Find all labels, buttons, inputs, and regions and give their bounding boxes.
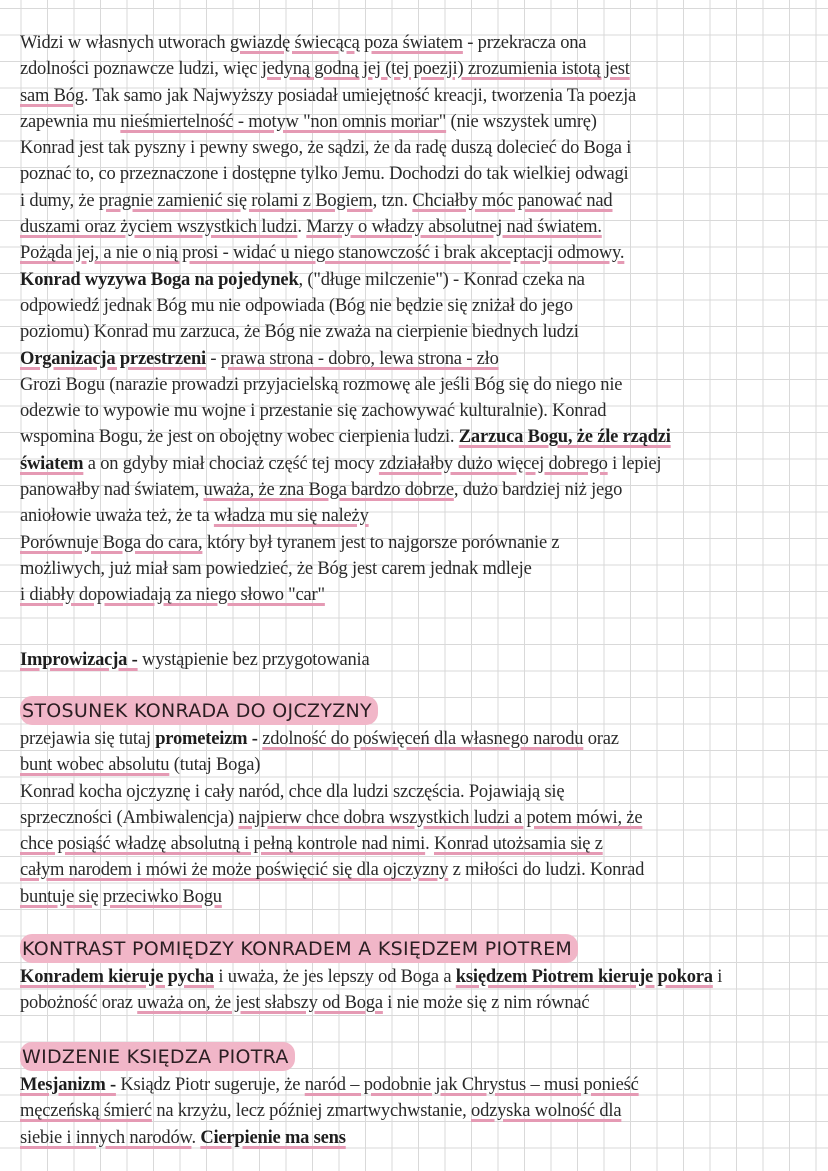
- text-line: [20, 647, 818, 673]
- highlighted-text: Chciałby móc panować nad: [412, 190, 613, 211]
- text-line: [20, 752, 818, 778]
- text-line: [20, 214, 818, 240]
- highlighted-text: i diabły dopowiadają za niego słowo "car": [20, 585, 325, 606]
- bold-term: światem: [20, 453, 84, 474]
- text-segment: (tutaj Boga): [169, 755, 261, 776]
- text-segment: Widzi w własnych utworach: [20, 33, 230, 53]
- section-heading: STOSUNEK KONRADA DO OJCZYZNY: [20, 696, 378, 725]
- text-segment: wspomina Bogu, że jest on obojętny wobec cierpienia ludzi.: [20, 427, 459, 448]
- text-segment: poziomu) Konrad mu zarzuca, że Bóg nie zważa na cierpienie biednych ludzi: [20, 322, 579, 343]
- text-line: [20, 831, 818, 857]
- text-line: [20, 1072, 818, 1098]
- text-line: [20, 398, 818, 424]
- text-segment: pobożność oraz: [20, 993, 138, 1014]
- text-line: [20, 451, 818, 477]
- bold-term: Mesjanizm -: [20, 1075, 116, 1095]
- text-line: [20, 30, 818, 56]
- text-segment: Ksiądz Piotr sugeruje, że: [115, 1075, 305, 1095]
- bold-term: Organizacja przestrzeni: [20, 348, 206, 369]
- text-line: [20, 240, 818, 266]
- text-segment: .: [191, 1127, 201, 1148]
- highlighted-text: chce posiąść władzę absolutną i pełną kontrole nad nimi: [20, 834, 426, 855]
- text-segment: odezwie to wypowie mu wojne i przestanie się zachowywać kulturalnie). Konrad: [20, 401, 607, 422]
- highlighted-text: najpierw chce dobra wszystkich ludzi a potem mówi, że: [238, 807, 643, 828]
- section-heading-row: [20, 1042, 818, 1072]
- highlighted-text: pragnie zamienić się rolami z Bogiem: [98, 190, 373, 211]
- bold-term: księdzem Piotrem kieruje pokora: [455, 967, 713, 987]
- highlighted-text: władza mu się należy: [213, 506, 369, 527]
- text-line: [20, 293, 818, 319]
- text-line: [20, 1098, 818, 1124]
- text-segment: na krzyżu, lecz później zmartwychwstanie,: [151, 1101, 472, 1122]
- text-line: [20, 805, 818, 831]
- highlighted-text: całym narodem i mówi że może poświęcić się dla ojczyzny: [20, 860, 449, 881]
- bold-term: Cierpienie ma sens: [200, 1127, 346, 1148]
- highlighted-text: sam Bóg: [20, 85, 84, 106]
- text-line: [20, 267, 818, 293]
- text-line: [20, 188, 818, 214]
- text-line: [20, 135, 818, 161]
- text-line: [20, 503, 818, 529]
- section-intro: [20, 30, 818, 609]
- highlighted-text: uważa on, że jest słabszy od Boga: [137, 993, 383, 1014]
- text-line: [20, 990, 818, 1016]
- text-line: [20, 1125, 818, 1151]
- text-segment: i: [712, 967, 723, 987]
- text-line: [20, 161, 818, 187]
- highlighted-text: prawa strona - dobro, lewa strona - zło: [220, 348, 499, 369]
- text-segment: , ("długe milczenie") - Konrad czeka na: [298, 269, 585, 290]
- text-segment: -: [205, 348, 221, 369]
- text-segment: który był tyranem jest to najgorsze porównanie z: [202, 532, 560, 553]
- text-segment: i uważa, że jes lepszy od Boga a: [213, 967, 456, 987]
- highlighted-text: naród – podobnie jak Chrystus – musi ponieść: [304, 1075, 639, 1095]
- highlighted-text: bunt wobec absolutu: [20, 755, 170, 776]
- text-line: [20, 319, 818, 345]
- section-heading: KONTRAST POMIĘDZY KONRADEM A KSIĘDZEM PIOTREM: [20, 934, 578, 963]
- text-segment: . Tak samo jak Najwyższy posiadał umiejętność kreacji, tworzenia Ta poezja: [83, 85, 637, 106]
- highlighted-text: odzyska wolność dla: [471, 1101, 622, 1122]
- text-line: [20, 424, 818, 450]
- text-segment: oraz: [583, 729, 619, 749]
- text-segment: , tzn.: [372, 190, 413, 211]
- bold-term: Improwizacja -: [20, 650, 138, 670]
- text-line: [20, 56, 818, 82]
- text-segment: , dużo bardziej niż jego: [453, 480, 623, 501]
- highlighted-text: siebie i innych narodów: [20, 1127, 192, 1148]
- text-segment: poznać to, co przeznaczone i dostępne tylko Jemu. Dochodzi do tak wielkiej odwagi: [20, 164, 629, 185]
- section-widzenie: [20, 1042, 818, 1151]
- text-segment: zapewnia mu: [20, 111, 121, 132]
- text-line: [20, 857, 818, 883]
- text-segment: .: [297, 217, 307, 238]
- text-line: [20, 582, 818, 608]
- highlighted-text: Porównuje Boga do cara,: [20, 532, 203, 553]
- highlighted-text: nieśmiertelność - motyw "non omnis moriar": [120, 111, 447, 132]
- section-kontrast: [20, 934, 818, 1017]
- text-line: [20, 530, 818, 556]
- text-segment: (nie wszystek umrę): [446, 111, 597, 132]
- text-line: [20, 346, 818, 372]
- text-segment: i lepiej: [607, 453, 662, 474]
- text-segment: i dumy, że: [20, 190, 99, 211]
- text-line: [20, 964, 818, 990]
- text-line: [20, 109, 818, 135]
- text-line: [20, 477, 818, 503]
- text-segment: .: [425, 834, 434, 855]
- text-segment: sprzeczności (Ambiwalencja): [20, 807, 239, 828]
- text-segment: a on gdyby miał chociaż część tej mocy: [83, 453, 379, 474]
- bold-term: Konradem kieruje pycha: [20, 967, 214, 987]
- text-segment: i nie może się z nim równać: [382, 993, 590, 1014]
- text-segment: - przekracza ona: [462, 33, 587, 53]
- text-line: [20, 556, 818, 582]
- text-line: [20, 884, 818, 910]
- highlighted-text: Marzy o władzy absolutnej nad światem.: [306, 217, 602, 238]
- section-improwizacja: [20, 647, 818, 673]
- highlighted-text: męczeńską śmierć: [20, 1101, 152, 1122]
- text-line: [20, 83, 818, 109]
- section-heading-row: [20, 934, 818, 964]
- bold-term: Zarzuca Bogu, że źle rządzi: [458, 427, 671, 448]
- text-segment: aniołowie uważa też, że ta: [20, 506, 214, 527]
- text-segment: wystąpienie bez przygotowania: [137, 650, 370, 670]
- text-segment: przejawia się tutaj: [20, 729, 156, 749]
- text-segment: panowałby nad światem,: [20, 480, 204, 501]
- highlighted-text: zdolność do poświęceń dla własnego narodu: [262, 729, 584, 749]
- text-segment: Grozi Bogu (narazie prowadzi przyjacielską rozmowę ale jeśli Bóg się do niego nie: [20, 374, 623, 395]
- highlighted-text: Pożąda jej, a nie o nią prosi - widać u niego stanowczość i brak akceptacji odmowy.: [20, 243, 625, 264]
- highlighted-text: buntuje się przeciwko Bogu: [20, 886, 222, 907]
- text-segment: możliwych, już miał sam powiedzieć, że Bóg jest carem jednak mdleje: [20, 558, 532, 579]
- highlighted-text: jedyną godną jej (tej poezji) zrozumienia istotą jest: [261, 59, 630, 80]
- highlighted-text: gwiazdę świecącą poza światem: [229, 33, 463, 53]
- section-heading: WIDZENIE KSIĘDZA PIOTRA: [20, 1042, 295, 1071]
- highlighted-text: duszami oraz życiem wszystkich ludzi: [20, 217, 298, 238]
- text-line: [20, 779, 818, 805]
- text-line: [20, 726, 818, 752]
- bold-term: prometeizm -: [155, 729, 258, 749]
- highlighted-text: uważa, że zna Boga bardzo dobrze: [203, 480, 454, 501]
- text-segment: z miłości do ludzi. Konrad: [448, 860, 645, 881]
- text-segment: zdolności poznawcze ludzi, więc: [20, 59, 262, 80]
- text-segment: Konrad jest tak pyszny i pewny swego, że sądzi, że da radę duszą dolecieć do Boga i: [20, 138, 632, 159]
- section-heading-row: [20, 696, 818, 726]
- text-segment: odpowiedź jednak Bóg mu nie odpowiada (Bóg nie będzie się zniżał do jego: [20, 295, 573, 316]
- text-segment: Konrad kocha ojczyznę i cały naród, chce dla ludzi szczęścia. Pojawiają się: [20, 781, 565, 802]
- highlighted-text: zdziałałby dużo więcej dobrego: [378, 453, 608, 474]
- text-line: [20, 372, 818, 398]
- bold-term: Konrad wyzywa Boga na pojedynek: [20, 269, 299, 290]
- section-stosunek: [20, 696, 818, 910]
- highlighted-text: Konrad utożsamia się z: [433, 834, 603, 855]
